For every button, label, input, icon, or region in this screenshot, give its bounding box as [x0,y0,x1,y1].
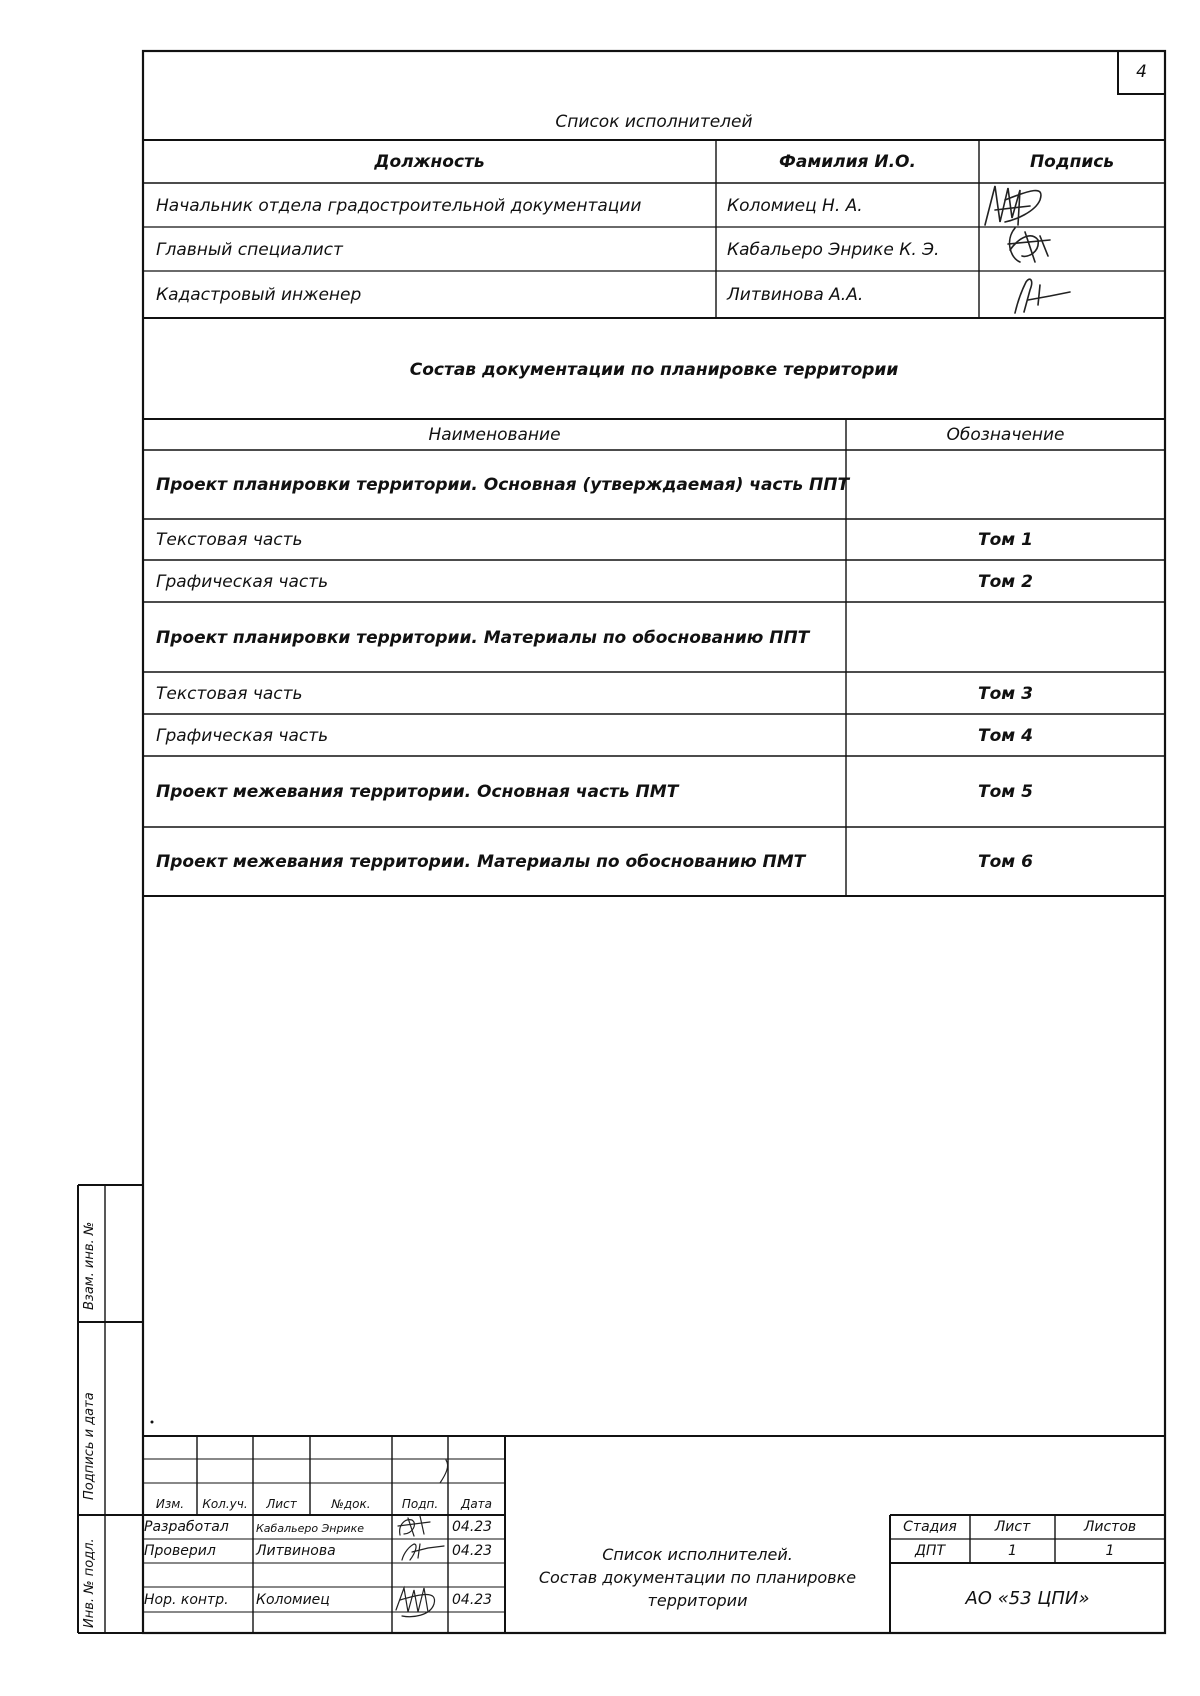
performer-name: Кабальеро Энрике К. Э. [727,240,940,260]
side-label-sign-date: Подпись и дата [82,1392,97,1500]
signature-kabalero [1008,228,1050,262]
composition-designation: Том 5 [978,782,1033,802]
tb-name: Коломиец [256,1592,330,1608]
composition-item: Графическая часть [156,572,329,592]
tb-date: 04.23 [452,1519,493,1535]
composition-item: Текстовая часть [156,530,303,550]
signature-kolomiets [985,186,1041,225]
signature-litvinova [1015,279,1070,313]
tb-name: Литвинова [256,1543,336,1559]
tb-name: Кабальеро Энрике [256,1522,364,1535]
tb-sheet-label: Лист [994,1519,1031,1535]
tb-col-header: Изм. [155,1497,185,1511]
composition-item: Графическая часть [156,726,329,746]
page-number: 4 [1136,62,1147,82]
tb-doc-title-line3: территории [647,1591,748,1610]
header-signature: Подпись [1029,152,1115,172]
composition-designation: Том 1 [978,530,1033,550]
tb-col-header: Дата [460,1497,493,1511]
tb-signature-kabalero [398,1516,430,1536]
performer-position: Кадастровый инженер [156,285,362,305]
tb-col-header: Лист [266,1497,297,1511]
composition-title: Состав документации по планировке территории [409,360,899,380]
tb-role: Разработал [144,1519,229,1535]
header-position: Должность [374,152,485,172]
performer-position: Начальник отдела градостроительной документации [156,196,642,216]
tb-role: Нор. контр. [144,1592,229,1608]
composition-designation: Том 2 [978,572,1033,592]
composition-item: Проект планировки территории. Основная (утверждаемая) часть ППТ [156,475,850,495]
header-designation: Обозначение [946,425,1065,445]
composition-designation: Том 3 [978,684,1033,704]
tb-sheets-label: Листов [1083,1519,1137,1535]
tb-sheets: 1 [1105,1543,1115,1559]
performer-name: Литвинова А.А. [727,285,864,305]
composition-item: Проект межевания территории. Основная часть ПМТ [156,782,679,802]
tb-col-header: Подп. [401,1497,439,1511]
composition-item: Проект межевания территории. Материалы по обоснованию ПМТ [156,852,806,872]
tb-stage: ДПТ [914,1543,946,1559]
header-item-name: Наименование [428,425,561,445]
tb-sheet: 1 [1008,1543,1017,1559]
composition-designation: Том 4 [978,726,1033,746]
tb-signature-litvinova [402,1544,444,1560]
tb-date: 04.23 [452,1592,493,1608]
composition-item: Текстовая часть [156,684,303,704]
tb-stage-label: Стадия [903,1519,957,1535]
tb-header-slash [440,1460,448,1483]
performers-title: Список исполнителей [555,112,753,132]
header-name: Фамилия И.О. [779,152,916,172]
tb-date: 04.23 [452,1543,493,1559]
tb-organization: АО «53 ЦПИ» [965,1588,1090,1609]
tb-doc-title-line2: Состав документации по планировке [538,1568,857,1587]
tb-role: Проверил [144,1543,216,1559]
tb-col-header: №док. [331,1497,371,1511]
performer-name: Коломиец Н. А. [727,196,863,216]
tb-col-header: Кол.уч. [202,1497,248,1511]
tb-doc-title-line1: Список исполнителей. [602,1545,793,1564]
composition-item: Проект планировки территории. Материалы по обоснованию ППТ [156,628,810,648]
side-label-inv-podl: Инв. № подл. [82,1538,97,1628]
side-label-vzam-inv: Взам. инв. № [82,1221,97,1310]
composition-designation: Том 6 [978,852,1033,872]
performer-position: Главный специалист [156,240,343,260]
